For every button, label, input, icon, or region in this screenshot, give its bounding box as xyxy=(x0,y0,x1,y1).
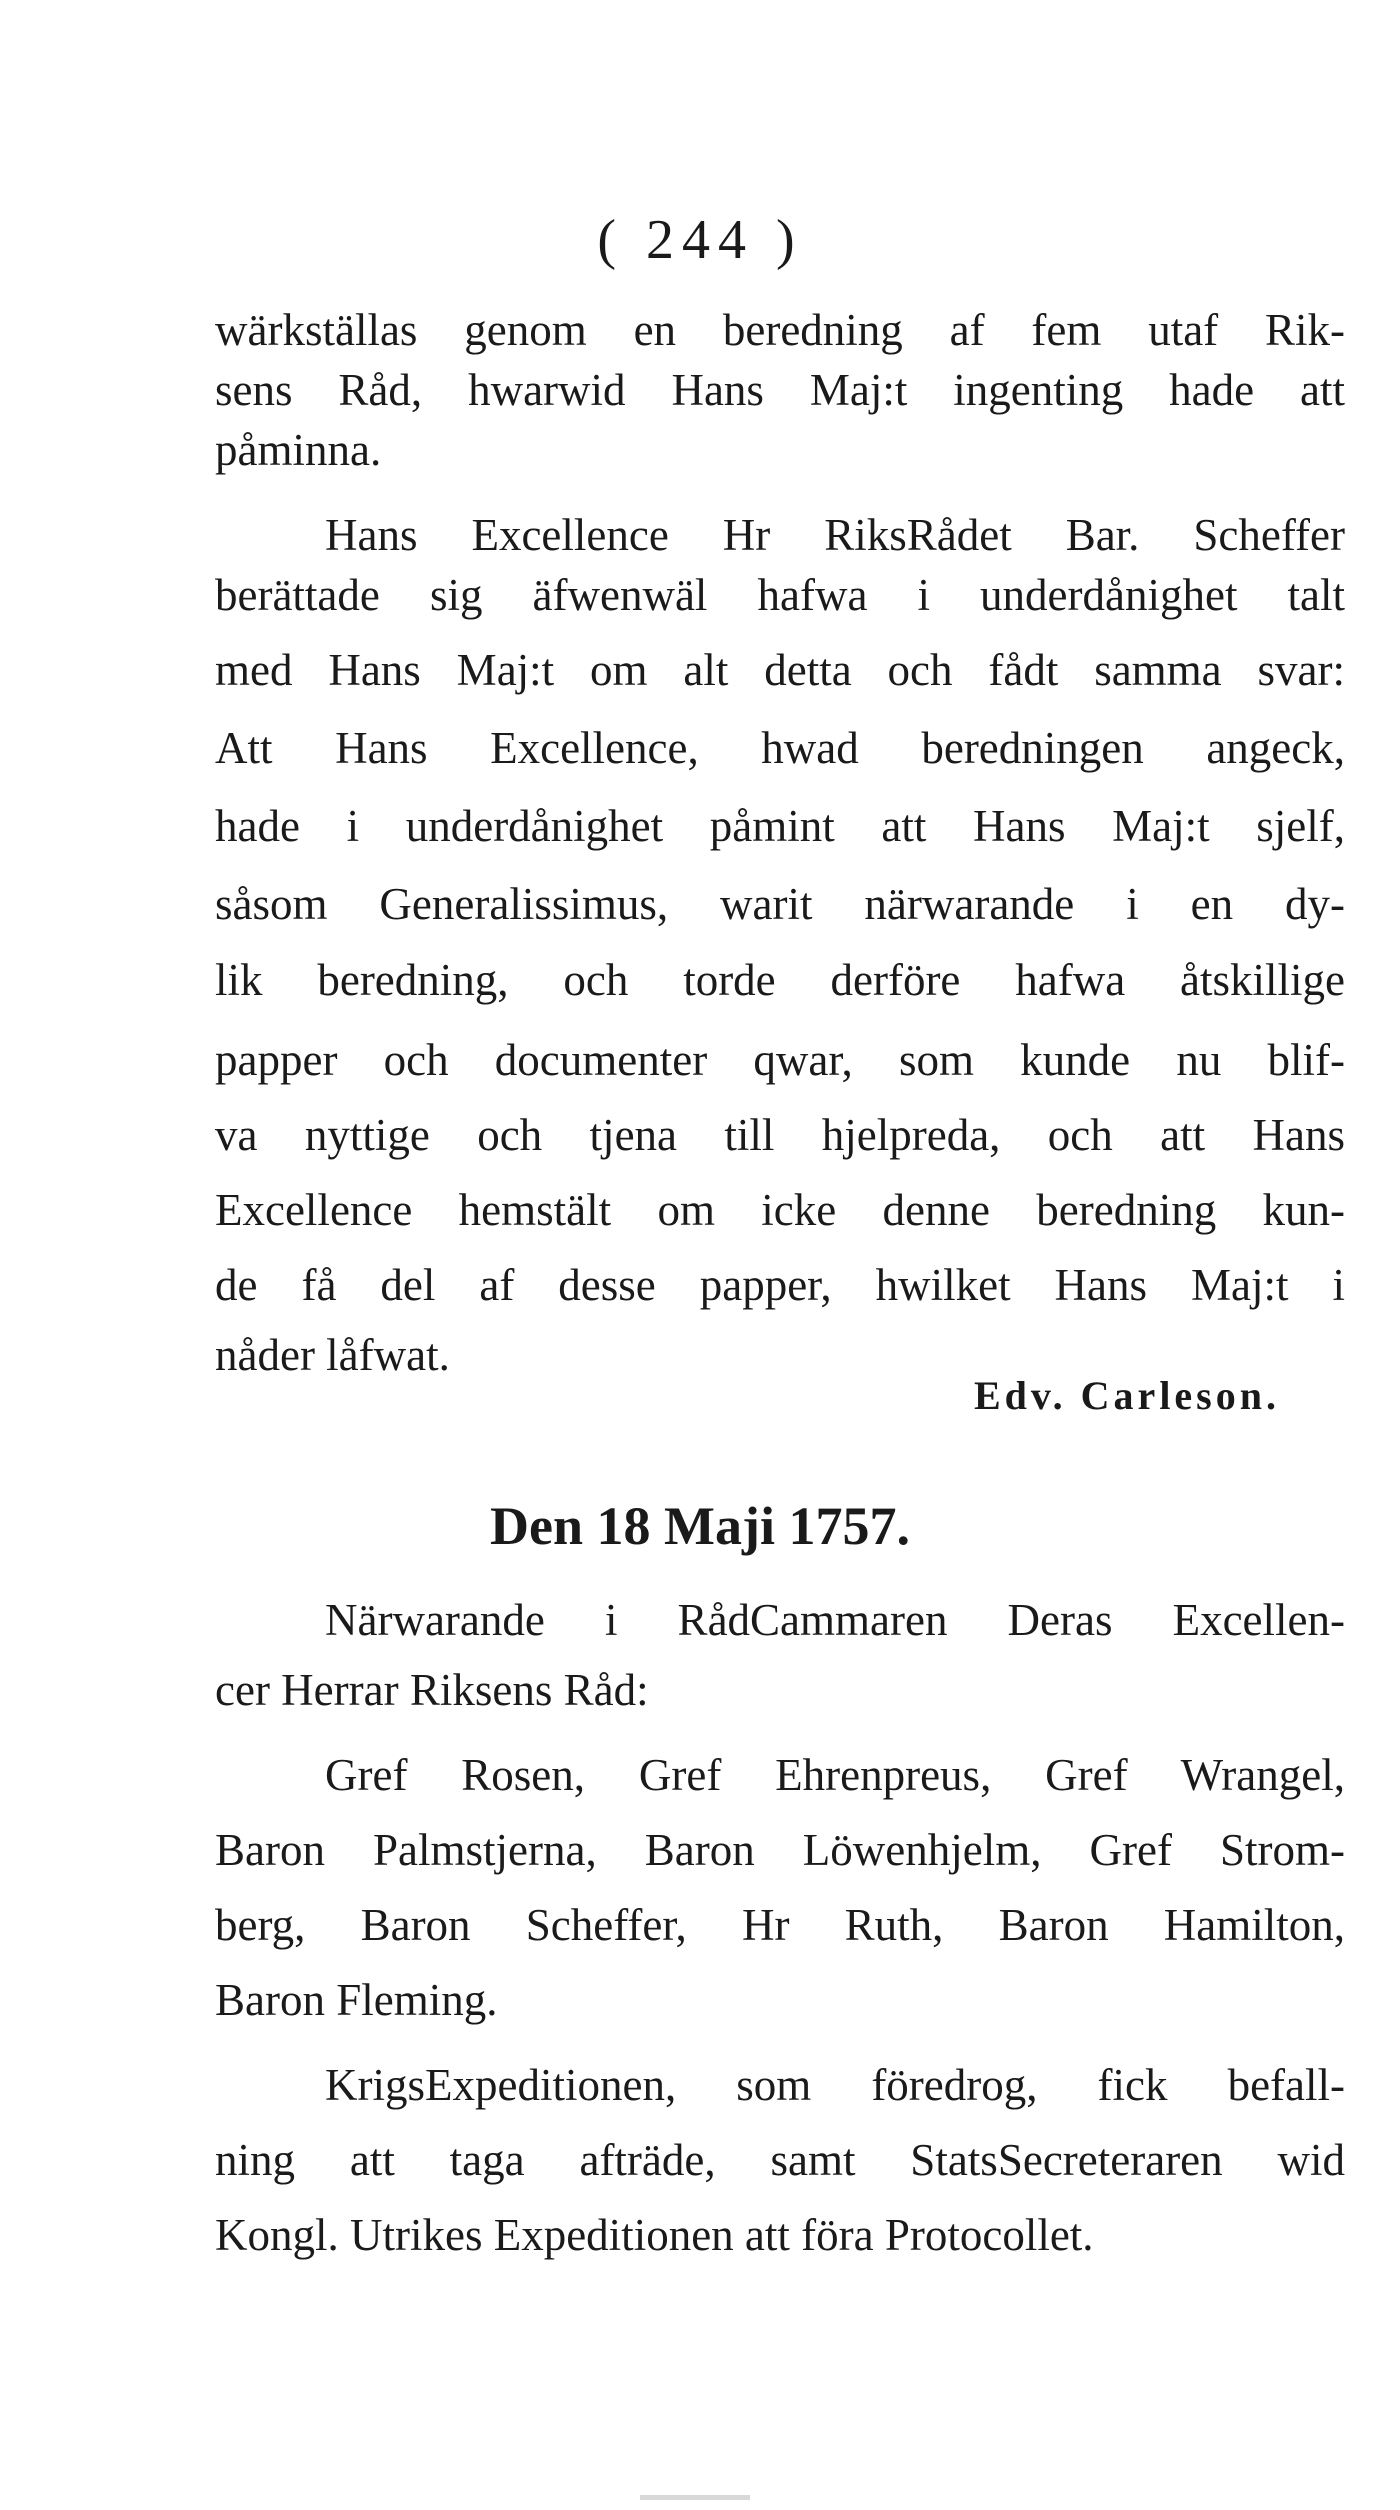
text-line: wärkställas genom en beredning af fem utaf Rik- xyxy=(215,305,1345,355)
date-heading: Den 18 Maji 1757. xyxy=(490,1496,910,1556)
text-line: Baron Palmstjerna, Baron Löwenhjelm, Gref Strom- xyxy=(215,1825,1345,1875)
bottom-rule xyxy=(640,2495,750,2500)
text-line: va nyttige och tjena till hjelpreda, och att Hans xyxy=(215,1110,1345,1160)
text-line: berättade sig äfwenwäl hafwa i underdånighet talt xyxy=(215,570,1345,620)
text-line: hade i underdånighet påmint att Hans Maj:t sjelf, xyxy=(215,801,1345,851)
text-line: de få del af desse papper, hwilket Hans Maj:t i xyxy=(215,1260,1345,1310)
text-line: papper och documenter qwar, som kunde nu blif- xyxy=(215,1035,1345,1085)
text-line: lik beredning, och torde derföre hafwa åtskillige xyxy=(215,955,1345,1005)
text-line: såsom Generalissimus, warit närwarande i en dy- xyxy=(215,879,1345,929)
page-number: ( 244 ) xyxy=(597,209,803,271)
text-line: nåder låfwat. xyxy=(215,1330,450,1380)
text-line: Kongl. Utrikes Expeditionen att föra Protocollet. xyxy=(215,2210,1094,2260)
text-line: Excellence hemstält om icke denne beredning kun- xyxy=(215,1185,1345,1235)
text-line: påminna. xyxy=(215,425,382,475)
text-line: Baron Fleming. xyxy=(215,1975,498,2025)
text-line: cer Herrar Riksens Råd: xyxy=(215,1665,649,1715)
text-line: berg, Baron Scheffer, Hr Ruth, Baron Hamilton, xyxy=(215,1900,1345,1950)
text-line: ning att taga afträde, samt StatsSecreteraren wid xyxy=(215,2135,1345,2185)
text-line: Att Hans Excellence, hwad beredningen angeck, xyxy=(215,723,1345,773)
text-line: Gref Rosen, Gref Ehrenpreus, Gref Wrangel, xyxy=(325,1750,1345,1800)
signature: Edv. Carleson. xyxy=(973,1373,1280,1418)
text-line: KrigsExpeditionen, som föredrog, fick befall- xyxy=(325,2060,1345,2110)
text-line: sens Råd, hwarwid Hans Maj:t ingenting hade att xyxy=(215,365,1345,415)
text-line: Hans Excellence Hr RiksRådet Bar. Scheffer xyxy=(325,510,1345,560)
text-line: med Hans Maj:t om alt detta och fådt samma svar: xyxy=(215,645,1345,695)
text-line: Närwarande i RådCammaren Deras Excellen- xyxy=(325,1595,1345,1645)
